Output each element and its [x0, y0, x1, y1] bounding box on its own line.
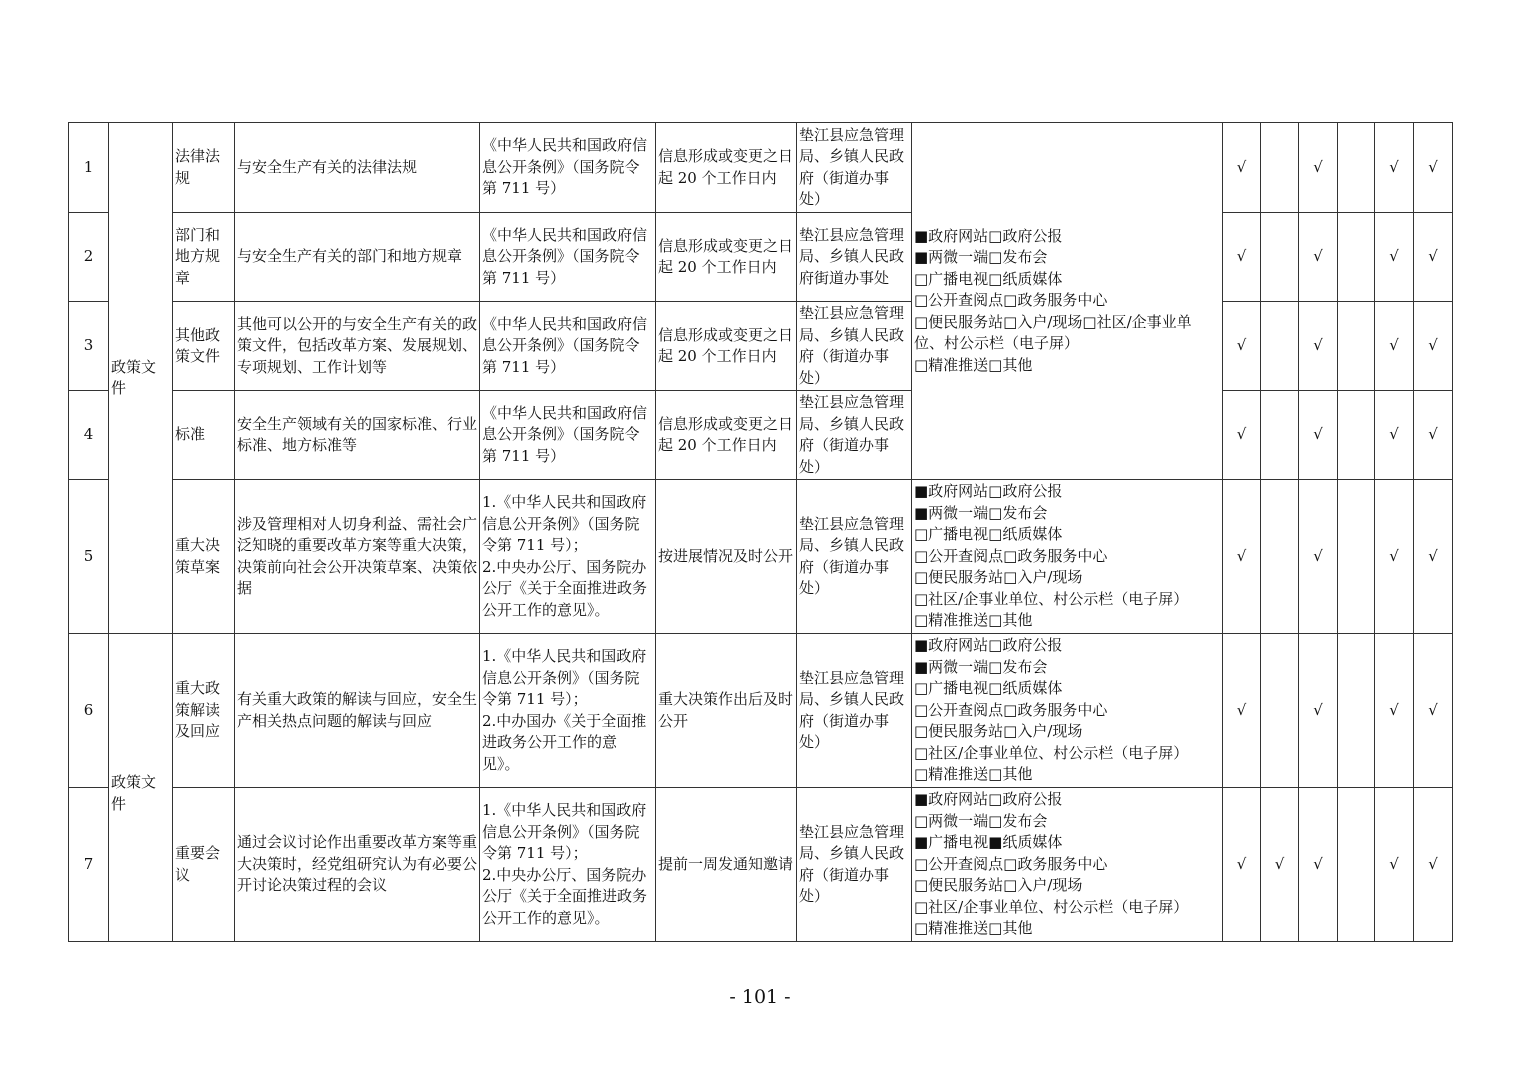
check-cell: √ [1375, 391, 1414, 480]
check-cell [1338, 302, 1375, 391]
table-row [69, 123, 1453, 213]
table-row [69, 213, 1453, 302]
time-cell: 提前一周发通知邀请 [656, 788, 797, 942]
check-cell: √ [1375, 634, 1414, 788]
check-cell: √ [1414, 123, 1453, 213]
item-cell: 重要会议 [173, 788, 235, 942]
basis-cell: 《中华人民共和国政府信息公开条例》（国务院令第 711 号） [480, 302, 656, 391]
item-cell: 重大决策草案 [173, 480, 235, 634]
check-cell: √ [1299, 480, 1338, 634]
check-cell: √ [1375, 123, 1414, 213]
check-cell: √ [1299, 123, 1338, 213]
check-cell: √ [1299, 213, 1338, 302]
check-cell [1261, 480, 1299, 634]
basis-cell: 1.《中华人民共和国政府信息公开条例》（国务院令第 711 号）； 2.中央办公厅、国务院办公厅《关于全面推进政务公开工作的意见》。 [480, 788, 656, 942]
subject-cell: 垫江县应急管理局、乡镇人民政府（街道办事处） [797, 480, 912, 634]
check-cell: √ [1223, 788, 1261, 942]
content-cell: 安全生产领域有关的国家标准、行业标准、地方标准等 [235, 391, 480, 480]
subject-cell: 垫江县应急管理局、乡镇人民政府（街道办事处） [797, 302, 912, 391]
check-cell [1338, 391, 1375, 480]
check-cell: √ [1414, 213, 1453, 302]
subject-cell: 垫江县应急管理局、乡镇人民政府（街道办事处） [797, 634, 912, 788]
subject-cell: 垫江县应急管理局、乡镇人民政府街道办事处 [797, 213, 912, 302]
content-cell: 与安全生产有关的部门和地方规章 [235, 213, 480, 302]
check-cell: √ [1299, 788, 1338, 942]
check-cell: √ [1375, 302, 1414, 391]
check-cell: √ [1414, 634, 1453, 788]
check-cell [1338, 213, 1375, 302]
row-number: 4 [69, 391, 109, 480]
check-cell [1261, 634, 1299, 788]
check-cell: √ [1414, 788, 1453, 942]
table-row [69, 480, 1453, 634]
check-cell: √ [1375, 788, 1414, 942]
row-number: 6 [69, 634, 109, 788]
channels-cell: ■政府网站□政府公报 ■两微一端□发布会 □广播电视□纸质媒体 □公开查阅点□政务服务中心 □便民服务站□入户/现场□社区/企事业单位、村公示栏（电子屏） □精准推送□其他 [912, 123, 1223, 480]
check-cell [1338, 634, 1375, 788]
time-cell: 信息形成或变更之日起 20 个工作日内 [656, 302, 797, 391]
subject-cell: 垫江县应急管理局、乡镇人民政府（街道办事处） [797, 123, 912, 213]
time-cell: 信息形成或变更之日起 20 个工作日内 [656, 391, 797, 480]
basis-cell: 《中华人民共和国政府信息公开条例》（国务院令第 711 号） [480, 213, 656, 302]
check-cell: √ [1223, 302, 1261, 391]
category-cell: 政策文件 [109, 634, 173, 942]
row-number: 5 [69, 480, 109, 634]
time-cell: 重大决策作出后及时公开 [656, 634, 797, 788]
check-cell: √ [1223, 634, 1261, 788]
check-cell [1261, 302, 1299, 391]
basis-cell: 《中华人民共和国政府信息公开条例》（国务院令第 711 号） [480, 123, 656, 213]
category-cell: 政策文件 [109, 123, 173, 634]
check-cell [1338, 123, 1375, 213]
check-cell: √ [1414, 391, 1453, 480]
content-cell: 通过会议讨论作出重要改革方案等重大决策时，经党组研究认为有必要公开讨论决策过程的会议 [235, 788, 480, 942]
time-cell: 按进展情况及时公开 [656, 480, 797, 634]
table-row [69, 788, 1453, 942]
check-cell: √ [1375, 480, 1414, 634]
check-cell [1261, 391, 1299, 480]
item-cell: 法律法规 [173, 123, 235, 213]
check-cell: √ [1223, 480, 1261, 634]
time-cell: 信息形成或变更之日起 20 个工作日内 [656, 213, 797, 302]
page-number: - 101 - [729, 986, 791, 1008]
time-cell: 信息形成或变更之日起 20 个工作日内 [656, 123, 797, 213]
channels-cell: ■政府网站□政府公报 ■两微一端□发布会 □广播电视□纸质媒体 □公开查阅点□政务服务中心 □便民服务站□入户/现场 □社区/企事业单位、村公示栏（电子屏） □精准推送□其他 [912, 480, 1223, 634]
basis-cell: 1.《中华人民共和国政府信息公开条例》（国务院令第 711 号）； 2.中央办公厅、国务院办公厅《关于全面推进政务公开工作的意见》。 [480, 480, 656, 634]
check-cell [1338, 480, 1375, 634]
item-cell: 其他政策文件 [173, 302, 235, 391]
check-cell: √ [1299, 391, 1338, 480]
content-cell: 涉及管理相对人切身利益、需社会广泛知晓的重要改革方案等重大决策，决策前向社会公开决策草案、决策依据 [235, 480, 480, 634]
check-cell [1261, 213, 1299, 302]
check-cell: √ [1223, 391, 1261, 480]
item-cell: 部门和地方规章 [173, 213, 235, 302]
row-number: 7 [69, 788, 109, 942]
basis-cell: 《中华人民共和国政府信息公开条例》（国务院令第 711 号） [480, 391, 656, 480]
row-number: 2 [69, 213, 109, 302]
check-cell: √ [1299, 302, 1338, 391]
basis-cell: 1.《中华人民共和国政府信息公开条例》（国务院令第 711 号）； 2.中办国办《关于全面推进政务公开工作的意见》。 [480, 634, 656, 788]
channels-cell: ■政府网站□政府公报 ■两微一端□发布会 □广播电视□纸质媒体 □公开查阅点□政务服务中心 □便民服务站□入户/现场 □社区/企事业单位、村公示栏（电子屏） □精准推送□其他 [912, 634, 1223, 788]
check-cell: √ [1299, 634, 1338, 788]
item-cell: 标准 [173, 391, 235, 480]
check-cell: √ [1223, 123, 1261, 213]
check-cell [1338, 788, 1375, 942]
subject-cell: 垫江县应急管理局、乡镇人民政府（街道办事处） [797, 391, 912, 480]
check-cell: √ [1414, 480, 1453, 634]
table-row [69, 634, 1453, 788]
content-cell: 其他可以公开的与安全生产有关的政策文件，包括改革方案、发展规划、专项规划、工作计划等 [235, 302, 480, 391]
row-number: 3 [69, 302, 109, 391]
disclosure-table [68, 122, 1453, 942]
check-cell [1261, 123, 1299, 213]
row-number: 1 [69, 123, 109, 213]
check-cell: √ [1223, 213, 1261, 302]
subject-cell: 垫江县应急管理局、乡镇人民政府（街道办事处） [797, 788, 912, 942]
check-cell: √ [1375, 213, 1414, 302]
check-cell: √ [1414, 302, 1453, 391]
channels-cell: ■政府网站□政府公报 □两微一端□发布会 ■广播电视■纸质媒体 □公开查阅点□政务服务中心 □便民服务站□入户/现场 □社区/企事业单位、村公示栏（电子屏） □精准推送□其他 [912, 788, 1223, 942]
content-cell: 与安全生产有关的法律法规 [235, 123, 480, 213]
check-cell: √ [1261, 788, 1299, 942]
table-row [69, 302, 1453, 391]
item-cell: 重大政策解读及回应 [173, 634, 235, 788]
content-cell: 有关重大政策的解读与回应，安全生产相关热点问题的解读与回应 [235, 634, 480, 788]
table-row [69, 391, 1453, 480]
